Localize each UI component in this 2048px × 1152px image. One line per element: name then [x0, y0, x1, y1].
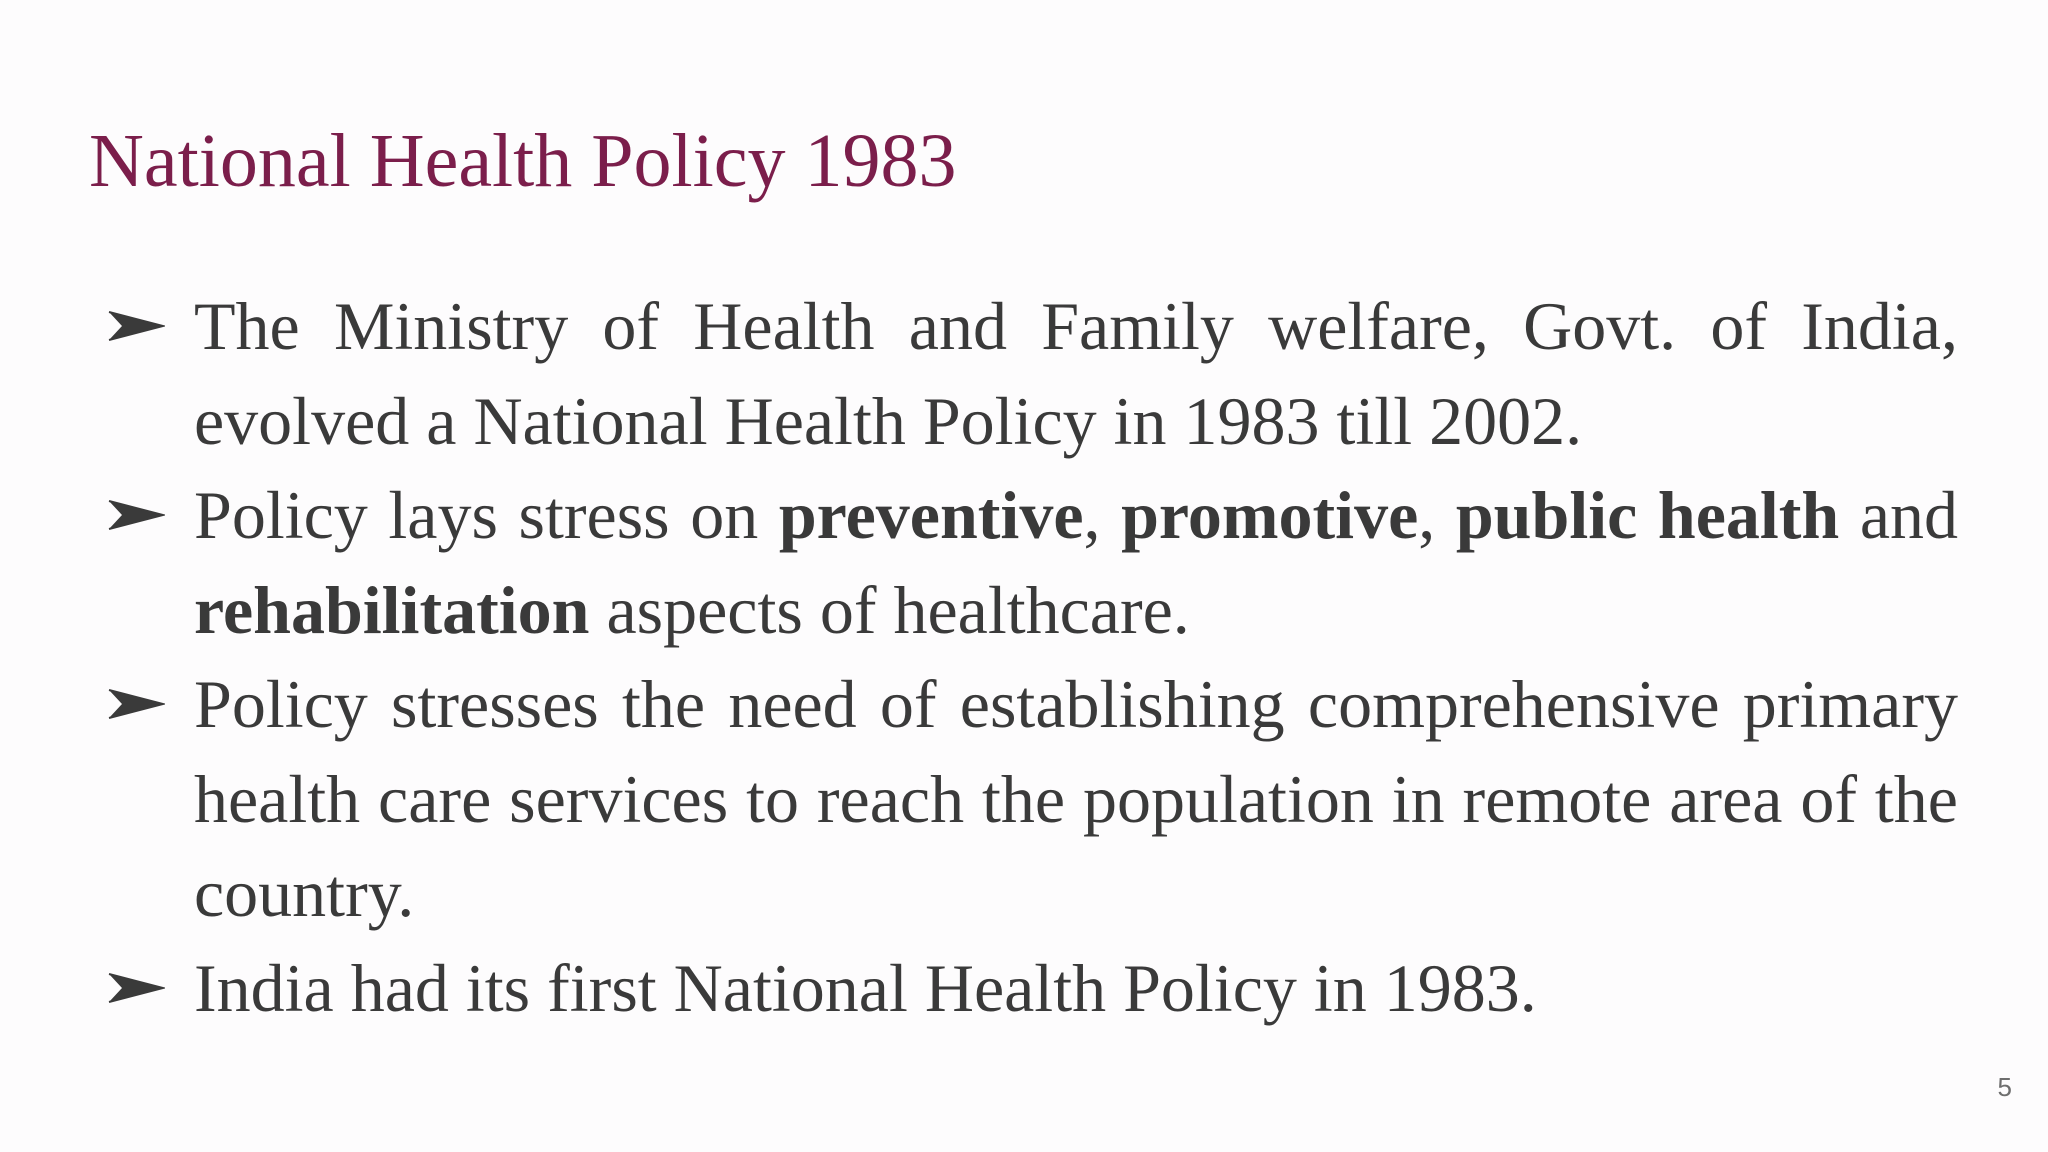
bullet-text: The Ministry of Health and Family welfare, Govt. of India, evolved a National Health Policy in 1983 till 2002. — [194, 288, 1958, 459]
bullet-text-separator: and — [1839, 477, 1959, 553]
slide-title: National Health Policy 1983 — [89, 119, 957, 203]
bullet-text: Policy stresses the need of establishing comprehensive primary health care services to reach the population in remote area of the country. — [194, 666, 1958, 931]
bullet-item — [104, 657, 1958, 941]
right-arrowhead-icon — [104, 941, 176, 1036]
slide-number: 5 — [1997, 1072, 2012, 1102]
right-arrowhead-icon — [104, 279, 176, 374]
bullet-text-separator: , — [1083, 477, 1122, 553]
right-arrowhead-icon — [104, 468, 176, 563]
bullet-text: India had its first National Health Policy in 1983. — [194, 949, 1537, 1026]
bullet-text — [194, 477, 1958, 648]
emphasis-preventive: preventive — [778, 477, 1084, 553]
bullet-list — [104, 279, 1958, 1035]
bullet-item — [104, 279, 1958, 468]
emphasis-rehabilitation: rehabilitation — [194, 571, 590, 648]
bullet-item — [104, 941, 1958, 1036]
emphasis-promotive: promotive — [1121, 477, 1419, 553]
emphasis-public-health: public health — [1455, 477, 1840, 553]
right-arrowhead-icon — [104, 657, 176, 752]
bullet-text-part: aspects of healthcare. — [589, 571, 1190, 648]
bullet-text-part: Policy lays stress on — [194, 477, 779, 553]
bullet-item — [104, 468, 1958, 657]
bullet-text-separator: , — [1418, 477, 1456, 553]
